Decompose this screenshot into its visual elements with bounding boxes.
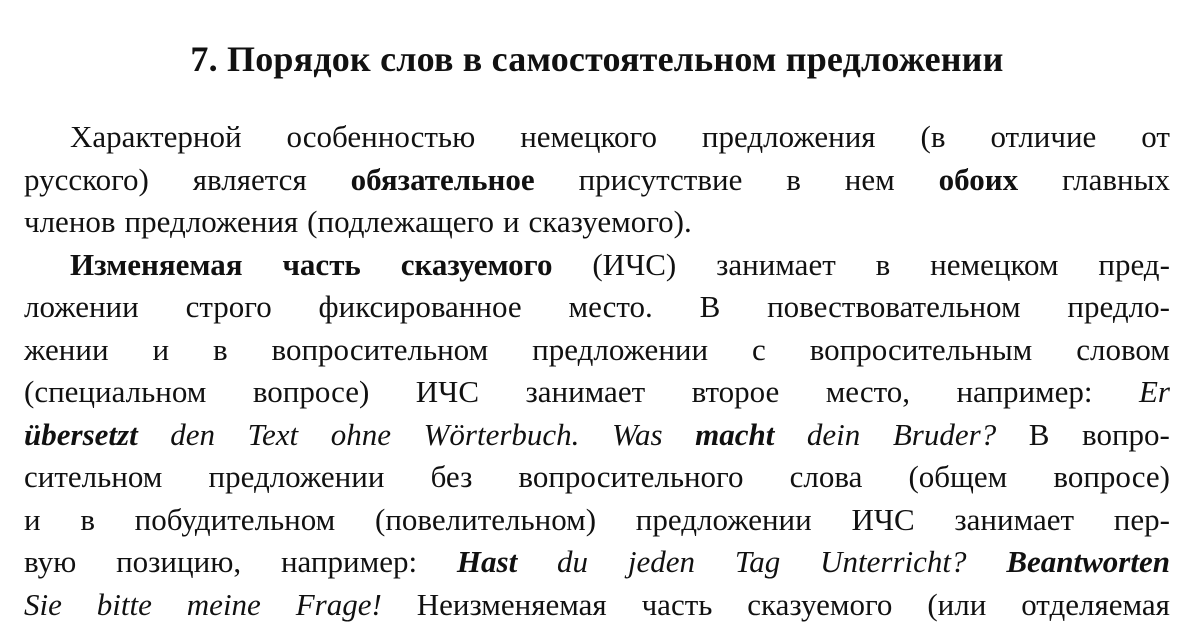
word: обязательное xyxy=(350,161,535,197)
word: ложении xyxy=(24,289,139,324)
word: в xyxy=(875,246,891,282)
word: предложения xyxy=(124,204,299,239)
word: В xyxy=(1028,416,1050,452)
word: пред- xyxy=(1098,246,1170,282)
word: сительном xyxy=(24,459,163,494)
paragraph2-line xyxy=(24,329,1170,372)
word: (в xyxy=(920,119,946,154)
word: немецкого xyxy=(520,119,657,154)
word: (специальном xyxy=(24,374,207,409)
word: и xyxy=(152,331,170,367)
word: Sie xyxy=(24,586,62,622)
word: особенностью xyxy=(286,119,476,154)
word: Text xyxy=(247,416,299,452)
word: в xyxy=(786,161,801,197)
word: занимает xyxy=(525,374,646,409)
word: часть xyxy=(282,246,361,282)
word: словом xyxy=(1076,331,1170,367)
word: Beantworten xyxy=(1006,544,1170,579)
word: сказуемого). xyxy=(528,204,692,239)
word: Wörterbuch. xyxy=(423,416,580,452)
word: нем xyxy=(844,161,895,197)
word: второе xyxy=(691,374,780,409)
word: от xyxy=(1141,119,1170,154)
word: meine xyxy=(186,586,261,622)
word: слова xyxy=(789,459,863,494)
word: вопросительным xyxy=(809,331,1033,367)
word: (повелительном) xyxy=(375,501,597,537)
word: вопросе) xyxy=(252,374,370,409)
paragraph2-line xyxy=(24,244,1170,287)
word: (ИЧС) xyxy=(592,246,677,282)
paragraph2-line xyxy=(24,371,1170,414)
word: Неизменяемая xyxy=(416,586,607,622)
word: часть xyxy=(641,586,713,622)
word: Bruder? xyxy=(892,416,997,452)
word: в xyxy=(212,331,228,367)
word: übersetzt xyxy=(24,416,138,452)
word: занимает xyxy=(716,246,836,282)
word: ohne xyxy=(330,416,391,452)
word: позицию, xyxy=(116,544,242,579)
word: вую xyxy=(24,544,77,579)
word: присутствие xyxy=(578,161,743,197)
word: Unterricht? xyxy=(820,544,967,579)
word: предложения xyxy=(701,119,876,154)
word: (или xyxy=(927,586,987,622)
word: вопросительного xyxy=(518,459,744,494)
paragraph1-line xyxy=(24,116,1170,159)
word: Характерной xyxy=(70,119,242,154)
word: Tag xyxy=(734,544,781,579)
word: вопросе) xyxy=(1053,459,1170,494)
word: Er xyxy=(1139,374,1170,409)
word: с xyxy=(752,331,766,367)
word: отличие xyxy=(990,119,1097,154)
word: повествовательном xyxy=(767,289,1021,324)
word: предложении xyxy=(532,331,709,367)
word: dein xyxy=(806,416,861,452)
word: macht xyxy=(695,416,775,452)
word: членов xyxy=(24,204,116,239)
word: например: xyxy=(956,374,1093,409)
word: отделяемая xyxy=(1021,586,1170,622)
word: ИЧС xyxy=(415,374,480,409)
paragraph1-line xyxy=(24,159,1170,202)
section-title: 7. Порядок слов в самостоятельном предложении xyxy=(190,39,1004,79)
word: предло- xyxy=(1067,289,1170,324)
word: место, xyxy=(825,374,910,409)
paragraph2-line xyxy=(24,456,1170,499)
word: вопро- xyxy=(1082,416,1170,452)
document-page xyxy=(24,0,1170,634)
word: Hast xyxy=(456,544,518,579)
paragraph2-line xyxy=(24,286,1170,329)
word: сказуемого xyxy=(400,246,553,282)
word: русского) xyxy=(24,161,149,197)
paragraph1-line xyxy=(24,201,1170,244)
word: строго xyxy=(185,289,272,324)
word: немецком xyxy=(930,246,1059,282)
paragraph2-line xyxy=(24,499,1170,542)
body-text xyxy=(24,116,1170,626)
word: и xyxy=(24,501,41,537)
word: Was xyxy=(611,416,663,452)
word: место. xyxy=(568,289,653,324)
word: du xyxy=(557,544,589,579)
word: ИЧС xyxy=(851,501,915,537)
word: обоих xyxy=(938,161,1019,197)
word: фиксированное xyxy=(318,289,522,324)
word: сказуемого xyxy=(747,586,893,622)
paragraph2-line xyxy=(24,584,1170,627)
word: побудительном xyxy=(134,501,336,537)
word: и xyxy=(502,204,520,239)
word: главных xyxy=(1062,161,1170,197)
word: без xyxy=(430,459,473,494)
word: занимает xyxy=(954,501,1075,537)
word: вопросительном xyxy=(271,331,489,367)
word: пер- xyxy=(1113,501,1170,537)
word: Изменяемая xyxy=(70,246,243,282)
word: bitte xyxy=(96,586,152,622)
word: предложении xyxy=(208,459,385,494)
word: jeden xyxy=(627,544,696,579)
word: Frage! xyxy=(295,586,382,622)
word: является xyxy=(192,161,307,197)
word: den xyxy=(170,416,216,452)
paragraph2-line xyxy=(24,541,1170,584)
word: В xyxy=(699,289,721,324)
word: жении xyxy=(24,331,109,367)
paragraph2-line xyxy=(24,414,1170,457)
word: (подлежащего xyxy=(307,204,494,239)
word: предложении xyxy=(635,501,812,537)
word: в xyxy=(80,501,95,537)
word: (общем xyxy=(908,459,1008,494)
word: например: xyxy=(280,544,418,579)
